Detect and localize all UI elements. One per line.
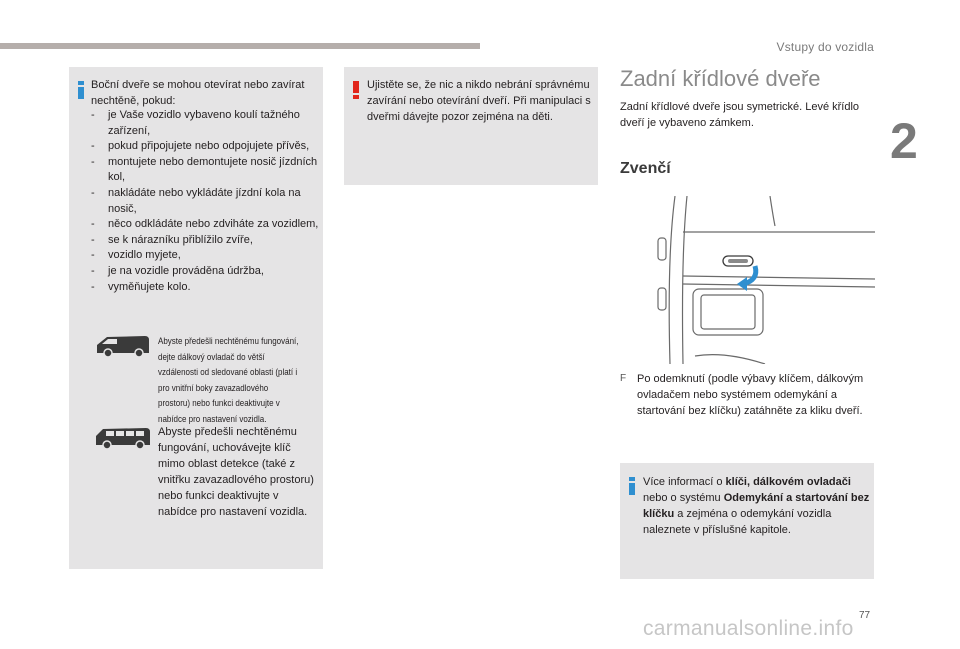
keyword-key-remote: klíči, dálkovém ovladači	[725, 476, 851, 488]
list-item: - nakládáte nebo vykládáte jízdní kola na nosič,	[91, 186, 301, 215]
watermark: carmanualsonline.info	[643, 617, 854, 640]
van-note-text: Abyste předešli nechtěnému fungování, dejte dálkový ovladač do větší vzdálenosti od sledované oblasti (platí i pro vnitřní boky zavazadlového prostoru) nebo funkci deaktivujte v nabídce pro nastavení vozidla.	[158, 336, 299, 424]
page-number: 77	[859, 610, 871, 621]
list-item: - je Vaše vozidlo vybaveno koulí tažného zařízení,	[91, 109, 300, 137]
keyword-keyless-system: Odemykání a startování bez klíčku	[643, 492, 870, 520]
more-info-text: Více informací o klíči, dálkovém ovladači nebo o systému Odemykání a startování bez klíčku a zejména o odemykání vozidla naleznete v příslušné kapitole.	[643, 476, 870, 536]
conditions-list	[91, 108, 319, 295]
minibus-silhouette-icon	[93, 425, 153, 451]
warning-icon	[353, 81, 359, 99]
list-item: - montujete nebo demontujete nosič jízdních kol,	[91, 155, 318, 184]
intro-paragraph: Zadní křídlové dveře jsou symetrické. Levé křídlo dveří je vybaveno zámkem.	[620, 101, 860, 129]
page-heading: Zadní křídlové dveře	[620, 66, 821, 91]
door-handle-icon	[723, 256, 753, 266]
step-text: Po odemknutí (podle výbavy klíčem, dálkovým ovladačem nebo systémem odemykání a startování bez klíčku) zatáhněte za kliku dveří.	[637, 373, 864, 417]
list-item: - vyměňujete kolo.	[91, 280, 191, 293]
chapter-number: 2	[890, 113, 918, 169]
list-item: - je na vozidle prováděna údržba,	[91, 264, 264, 277]
minibus-note-text: Abyste předešli nechtěnému fungování, uchovávejte klíč mimo oblast detekce (také z vnitřku zavazadlového prostoru) nebo funkci deaktivujte v nabídce pro nastavení vozidla.	[158, 426, 314, 518]
info-icon	[629, 477, 635, 495]
info-intro-text: Boční dveře se mohou otevírat nebo zavírat nechtěně, pokud:	[91, 79, 305, 107]
section-title: Vstupy do vozidla	[776, 40, 874, 54]
step-marker-icon: F	[620, 373, 627, 384]
list-item: - se k nárazníku přiblížilo zvíře,	[91, 233, 253, 246]
subheading-outside: Zvenčí	[620, 160, 671, 177]
info-icon	[78, 81, 84, 99]
pull-arrow-icon	[737, 266, 756, 291]
step-instruction	[620, 371, 870, 419]
list-item: - vozidlo myjete,	[91, 249, 181, 262]
top-decorative-bar	[0, 43, 480, 49]
list-item: - pokud připojujete nebo odpojujete přívěs,	[91, 140, 310, 153]
rear-door-illustration	[655, 196, 875, 364]
list-item: - něco odkládáte nebo zdviháte za vozidlem,	[91, 218, 319, 231]
warning-text: Ujistěte se, že nic a nikdo nebrání správnému zavírání nebo otevírání dveří. Při manipulaci s dveřmi dávejte pozor zejména na děti.	[367, 79, 591, 123]
van-silhouette-icon	[93, 333, 153, 359]
